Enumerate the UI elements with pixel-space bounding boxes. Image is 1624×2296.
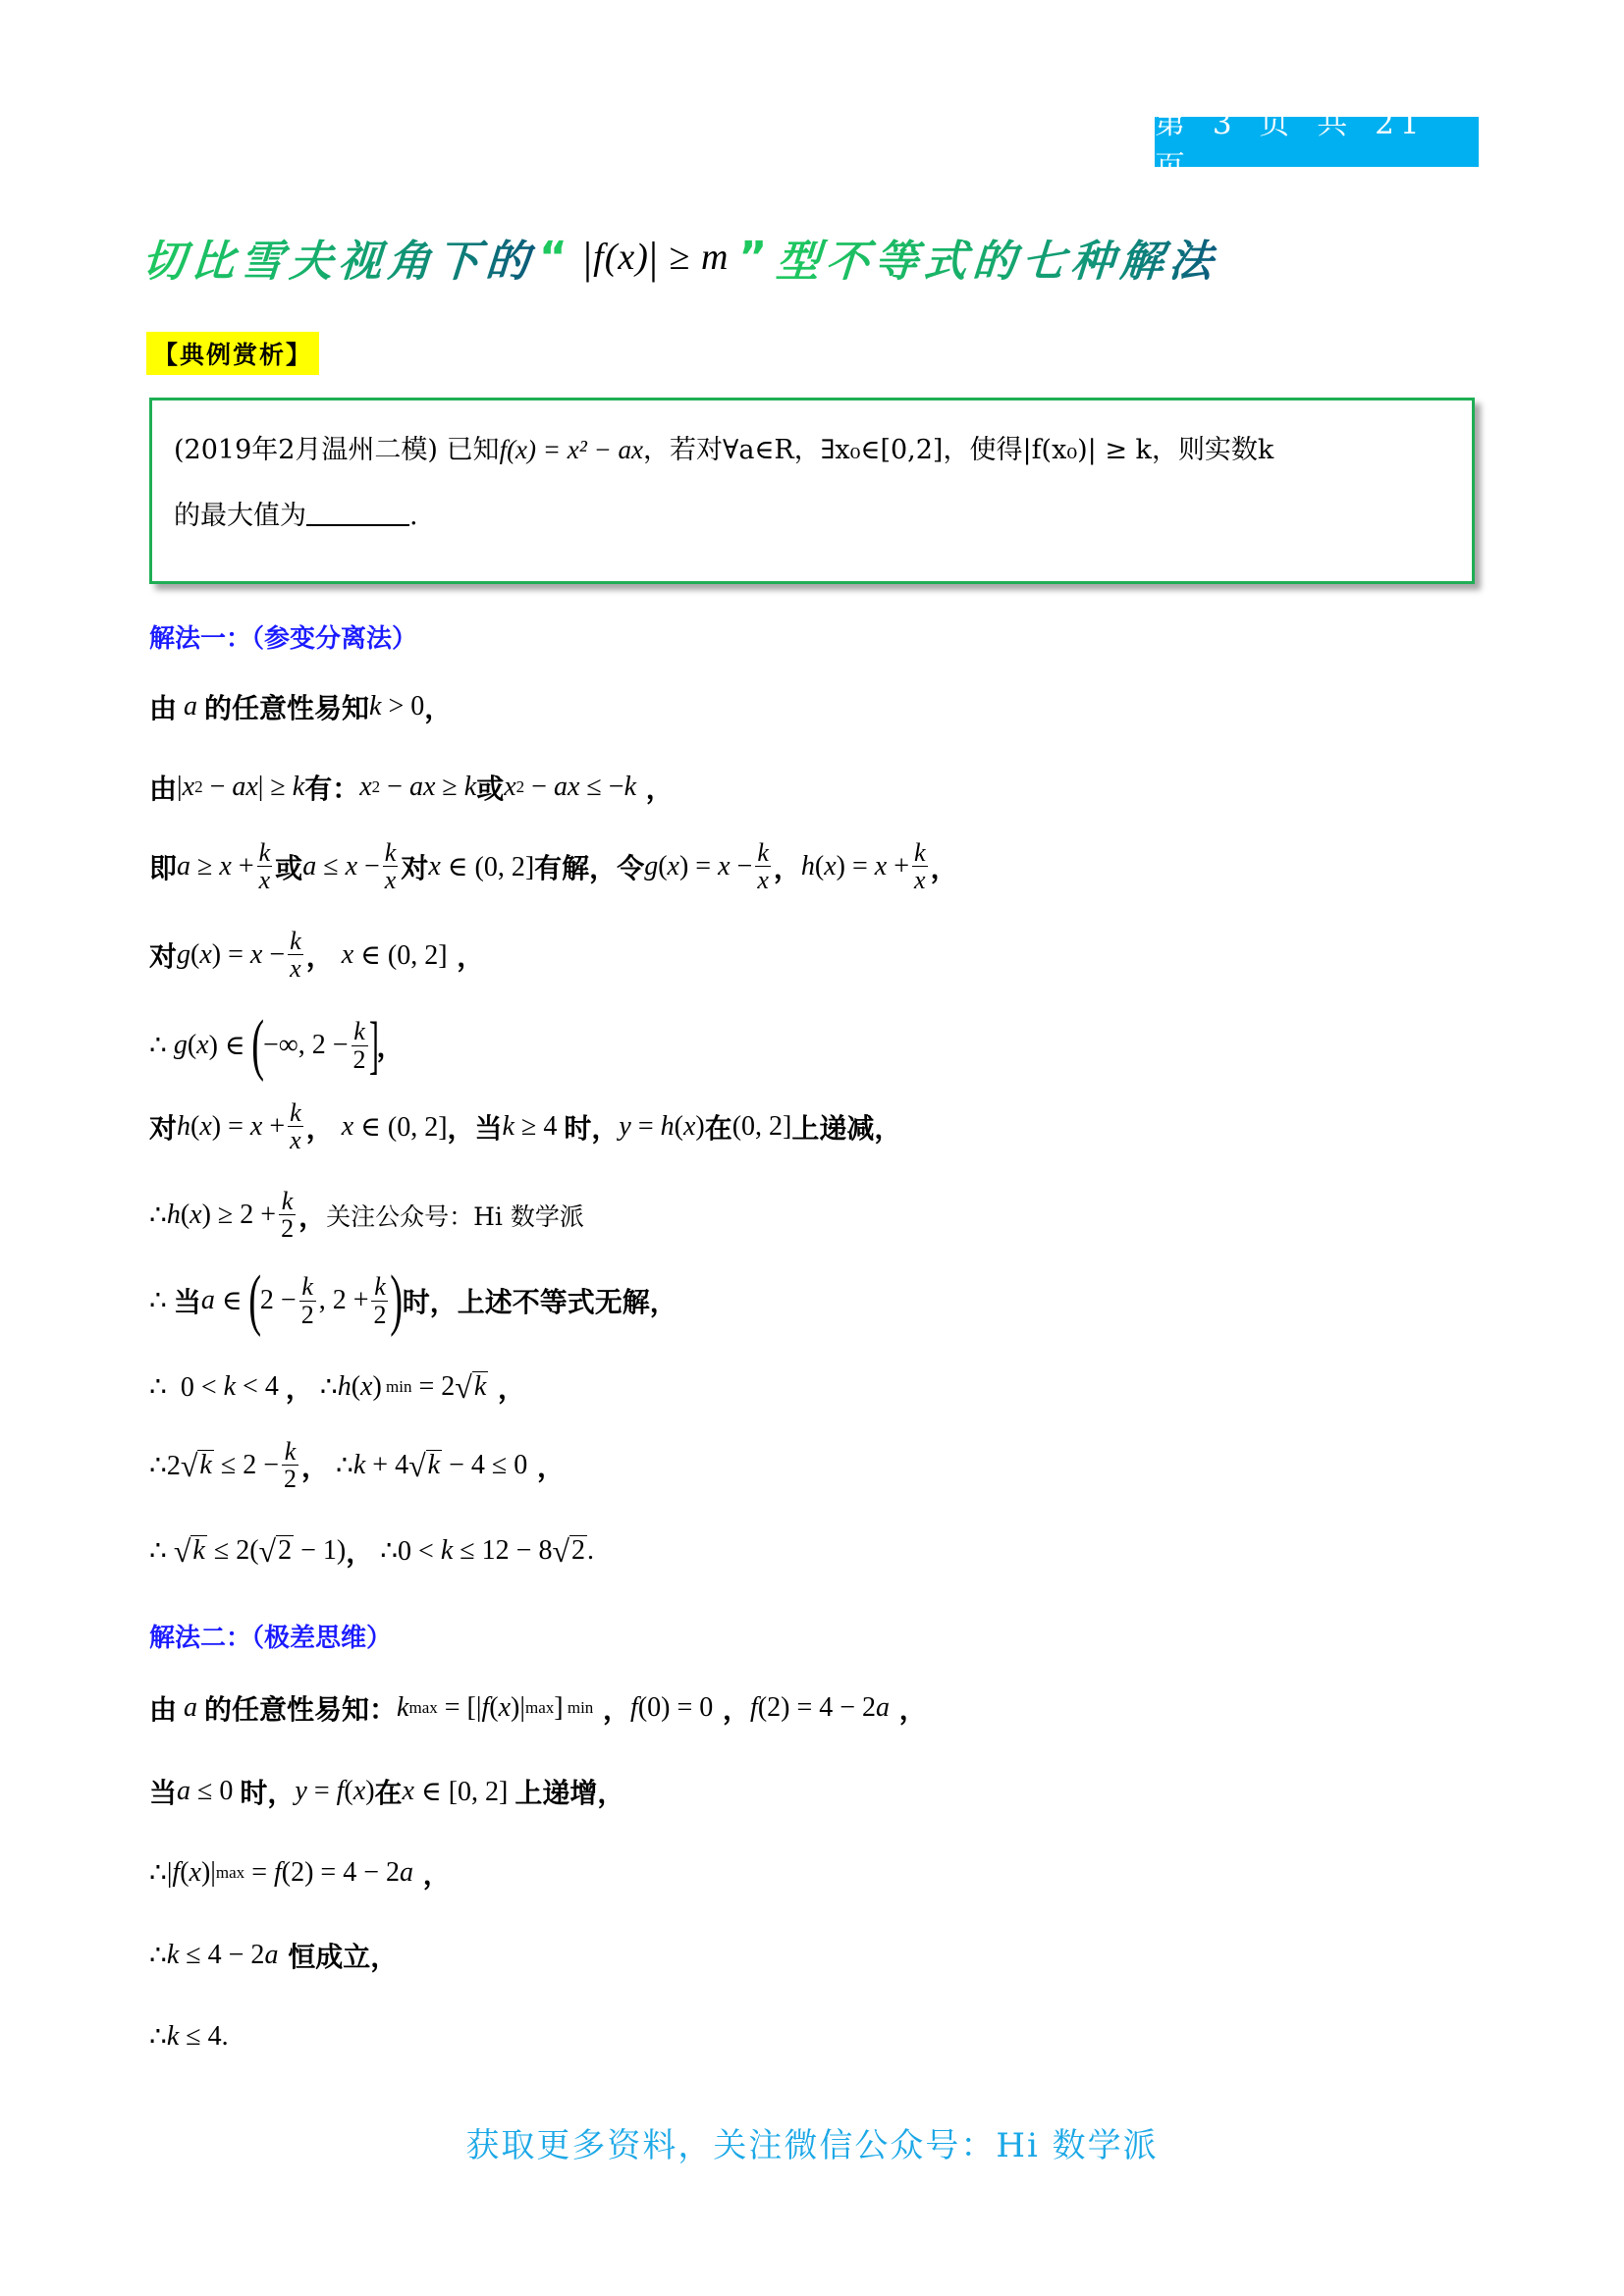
sqrt-2: √ 2 — [552, 1533, 586, 1569]
text-ji: 即 — [149, 851, 178, 884]
problem-condition-forall: 若对∀a∈R — [670, 435, 794, 465]
page-number-badge: 第 3 页 共 21 页 — [1155, 117, 1479, 167]
fraction-k-over-x: $\frac{k}{x}$ — [290, 927, 301, 984]
text-zai: 在 — [704, 1111, 732, 1145]
text-dang: 当 — [474, 1111, 503, 1145]
method1-line-2: 由 | x 2 − ax | ≥ k 有： x 2 − ax ≥ k 或 x 2 − ax ≤ − k ， — [149, 768, 674, 807]
text-you: 由 — [149, 773, 178, 805]
method1-line-4: 对 g ( x ) = x − $\frac{k}{x}$ ， x ∈ (0, 2] ， — [149, 927, 485, 984]
text-you2: 有： — [304, 773, 360, 805]
fraction-k-over-2: $\frac{k}{2}$ — [281, 1187, 295, 1244]
method1-line-8: ∴ 当 a ∈ ( 2 − $\frac{k}{2}$ , 2 + $\frac{k}{2}$ ) 时，上述不等式无解， — [149, 1262, 677, 1338]
title-formula: |f(x)| ≥ m — [582, 232, 730, 283]
problem-box — [149, 398, 1475, 584]
text-zai: 在 — [374, 1777, 403, 1809]
problem-line-2 — [174, 494, 418, 532]
problem-line-1: (2019年2月温州二模) 已知f(x) = x² − ax，若对∀a∈R，∃x₀∈[0,2]，使得|f(x₀)| ≥ k，则实数k — [174, 435, 1274, 465]
text-you: 由 — [149, 1693, 178, 1726]
sqrt-2: √ 2 — [258, 1533, 293, 1569]
sqrt-k: √ k — [173, 1533, 205, 1569]
method1-line-3: 即 a ≥ x + $\frac{k}{x}$ 或 a ≤ x − $\frac{k}{x}$ 对 x ∈ (0, 2] 有解， 令 g ( x ) = x − $\frac{k}{x}$ ， h ( x ) = x + $\frac{k}{x}$ ， — [149, 838, 958, 895]
section-tag-example: 【典例赏析】 — [146, 332, 319, 375]
text-huo: 或 — [476, 773, 505, 805]
fraction-k-over-x: $\frac{k}{x}$ — [914, 838, 926, 895]
problem-ask: 则实数k — [1177, 435, 1274, 465]
problem-known: 已知 — [446, 435, 500, 465]
method1-line-11: ∴ √ k ≤ 2( √ 2 − 1) ， ∴0 < k ≤ 12 − 8 √ 2 . — [149, 1533, 595, 1569]
fraction-k-over-x: $\frac{k}{x}$ — [384, 838, 397, 895]
problem-condition: 使得|f(x₀)| ≥ k — [969, 435, 1152, 465]
method1-line-7: ∴ h ( x ) ≥ 2 + $\frac{k}{2}$ ， 关注公众号：Hi 数学派 — [149, 1187, 584, 1244]
method1-line-6: 对 h ( x ) = x + $\frac{k}{x}$ ， x ∈ (0, 2] ， 当 k ≥ 4 时， y = h ( x ) 在 (0, 2] 上递减， — [149, 1098, 902, 1155]
title-formula-m: m — [700, 236, 730, 278]
text-shangdizeng: 上递增， — [514, 1777, 625, 1809]
title-formula-rel: ≥ — [669, 236, 691, 278]
text-dang: 当 — [173, 1286, 201, 1318]
sqrt-k: √ k — [180, 1447, 212, 1483]
text-huo: 或 — [275, 851, 303, 884]
method1-line-9: ∴ 0 < k < 4 ， ∴ h ( x ) min = 2 √ k ， — [149, 1369, 526, 1405]
text-dang: 当 — [149, 1777, 178, 1809]
method2-line-5: ∴ k ≤ 4. — [149, 2021, 229, 2053]
text-dui: 对 — [149, 1111, 178, 1145]
method2-heading: 解法二：（极差思维） — [149, 1624, 393, 1653]
problem-period: . — [409, 501, 418, 531]
text-shangdijian: 上递减， — [791, 1111, 902, 1145]
footer-promo-text: 获取更多资料，关注微信公众号：Hi 数学派 — [465, 2126, 1159, 2165]
method1-line-1: 由 a 的 任意性易知 k > 0 ， — [149, 687, 452, 726]
text-hengchengli: 恒成立， — [288, 1941, 399, 1973]
title-prefix: 切比雪夫视角下的 — [140, 226, 537, 289]
fraction-k-over-2: $\frac{k}{2}$ — [373, 1272, 387, 1329]
method2-line-1: 由 a 的 任意性易知： k max = [| f ( x )| max ] min ， f (0) = 0 ， f (2) = 4 − 2 a ， — [149, 1688, 927, 1728]
title-suffix: 型不等式的七种解法 — [775, 226, 1220, 289]
problem-condition-exists: ∃x₀∈[0,2] — [820, 435, 944, 465]
text-dui: 对 — [401, 851, 429, 884]
fraction-k-over-x: $\frac{k}{x}$ — [757, 838, 769, 895]
method2-line-4: ∴ k ≤ 4 − 2 a 恒成立， — [149, 1936, 398, 1975]
sqrt-k: √ k — [455, 1369, 487, 1405]
text-dui: 对 — [149, 939, 178, 973]
text-youjie: 有解， — [534, 851, 618, 884]
inline-watermark: 关注公众号：Hi 数学派 — [326, 1201, 584, 1231]
title-close-quote: ” — [738, 232, 774, 283]
method2-line-2: 当 a ≤ 0 时， y = f ( x ) 在 x ∈ [0, 2] 上递增， — [149, 1772, 624, 1811]
text-shi: 时， — [564, 1111, 620, 1145]
method1-heading: 解法一：（参变分离法） — [149, 624, 418, 654]
fraction-k-over-2: $\frac{k}{2}$ — [300, 1272, 314, 1329]
fraction-k-over-x: $\frac{k}{x}$ — [290, 1098, 301, 1155]
text-renyi: 任意性易知 — [232, 692, 370, 724]
problem-question: 的最大值为 — [174, 501, 306, 531]
method2-line-3: ∴| f ( x )| max = f (2) = 4 − 2 a ， — [149, 1857, 451, 1891]
text-de: 的 — [204, 1693, 233, 1726]
sqrt-k: √ k — [408, 1447, 441, 1483]
text-renyi: 任意性易知： — [232, 1693, 398, 1726]
fraction-k-over-2: $\frac{k}{2}$ — [352, 1017, 366, 1074]
method1-line-5: ∴ g ( x ) ∈ ( −∞, 2 − $\frac{k}{2}$ ] ， — [149, 1007, 405, 1083]
fraction-k-over-2: $\frac{k}{2}$ — [284, 1437, 297, 1494]
problem-function-def: f(x) = x² − ax — [499, 435, 644, 464]
text-you: 由 — [149, 692, 178, 724]
title-formula-fx: f(x) — [593, 236, 649, 278]
text-ling: 令 — [617, 851, 645, 884]
answer-blank — [306, 503, 409, 526]
text-shi: 时， — [240, 1777, 296, 1809]
page-title — [139, 228, 1220, 287]
method1-line-10: ∴2 √ k ≤ 2 − $\frac{k}{2}$ ， ∴ k + 4 √ k − 4 ≤ 0 ， — [149, 1437, 565, 1494]
problem-source: (2019年2月温州二模) — [174, 435, 438, 465]
text-de: 的 — [204, 692, 233, 724]
text-wujie: 时，上述不等式无解， — [402, 1286, 677, 1318]
title-open-quote: “ — [539, 232, 573, 283]
fraction-k-over-x: $\frac{k}{x}$ — [258, 838, 271, 895]
